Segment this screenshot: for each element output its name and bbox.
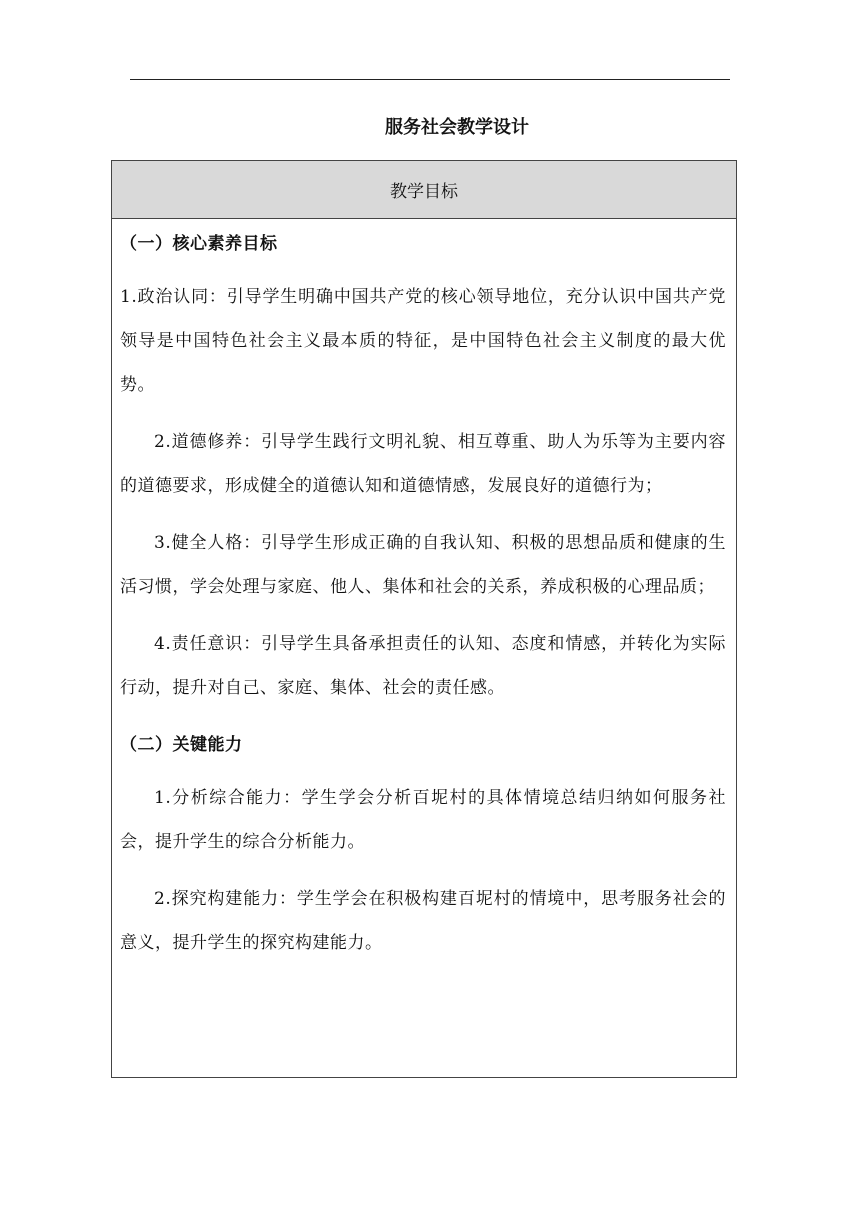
document-title: 服务社会教学设计 — [385, 117, 529, 138]
objectives-table — [111, 160, 737, 1078]
section-heading-key-abilities: （二）关键能力 — [120, 735, 243, 755]
table-body-cell — [112, 222, 736, 965]
header-rule — [130, 79, 730, 80]
paragraph-sound-personality: 3.健全人格：引导学生形成正确的自我认知、积极的思想品质和健康的生活习惯，学会处理与家庭、他人、集体和社会的关系，养成积极的心理品质； — [120, 533, 726, 597]
paragraph-moral-cultivation: 2.道德修养：引导学生践行文明礼貌、相互尊重、助人为乐等为主要内容的道德要求，形成健全的道德认知和道德情感，发展良好的道德行为； — [120, 432, 726, 496]
paragraph-political-identity: 1.政治认同：引导学生明确中国共产党的核心领导地位，充分认识中国共产党领导是中国特色社会主义最本质的特征，是中国特色社会主义制度的最大优势。 — [120, 287, 726, 395]
section-heading-core-literacy: （一）核心素养目标 — [120, 234, 278, 254]
paragraph-inquiry-ability: 2.探究构建能力：学生学会在积极构建百坭村的情境中，思考服务社会的意义，提升学生的探究构建能力。 — [120, 889, 726, 953]
paragraph-analysis-ability: 1.分析综合能力：学生学会分析百坭村的具体情境总结归纳如何服务社会，提升学生的综合分析能力。 — [120, 788, 726, 852]
paragraph-responsibility: 4.责任意识：引导学生具备承担责任的认知、态度和情感，并转化为实际行动，提升对自己、家庭、集体、社会的责任感。 — [120, 634, 726, 698]
table-header-cell: 教学目标 — [112, 161, 736, 219]
